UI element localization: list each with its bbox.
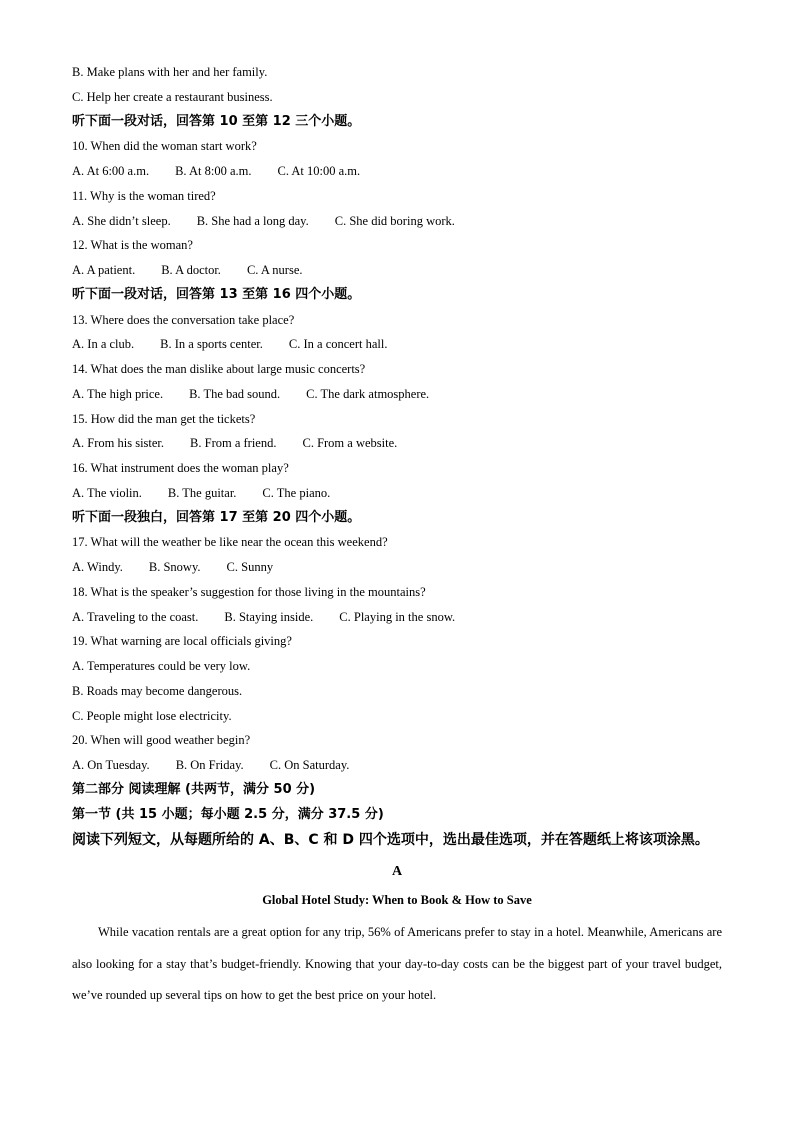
- passage-title: Global Hotel Study: When to Book & How to Save: [262, 893, 532, 908]
- answer-option: A. She didn’t sleep.: [72, 213, 171, 228]
- answer-option: C. At 10:00 a.m.: [277, 164, 361, 178]
- answer-options: [72, 159, 722, 184]
- answer-options: [72, 555, 722, 580]
- section-heading: 听下面一段对话，回答第 13 至第 16 四个小题。: [72, 286, 361, 302]
- question-line: 10. When did the woman start work?: [72, 139, 257, 154]
- section-heading: 第二部分 阅读理解 (共两节，满分 50 分): [72, 781, 316, 797]
- answer-options: [72, 332, 722, 357]
- answer-option: C. On Saturday.: [269, 758, 350, 772]
- answer-option: C. In a concert hall.: [288, 337, 388, 352]
- question-line: 13. Where does the conversation take place?: [72, 312, 295, 327]
- question-line: 19. What warning are local officials giving?: [72, 634, 292, 649]
- question-list: [72, 60, 722, 827]
- answer-option: A. From his sister.: [72, 436, 165, 451]
- answer-option: C. She did boring work.: [334, 213, 455, 228]
- answer-option: A. Windy.: [72, 560, 123, 574]
- question-line: B. Roads may become dangerous.: [72, 683, 243, 698]
- answer-options: [72, 753, 722, 778]
- answer-option: A. At 6:00 a.m.: [72, 164, 150, 178]
- section-heading: 听下面一段对话，回答第 10 至第 12 三个小题。: [72, 113, 361, 129]
- question-line: 12. What is the woman?: [72, 238, 193, 253]
- answer-options: [72, 605, 722, 630]
- answer-option: A. On Tuesday.: [72, 758, 150, 772]
- answer-option: B. Staying inside.: [224, 609, 314, 624]
- section-heading: 第一节 (共 15 小题；每小题 2.5 分，满分 37.5 分): [72, 806, 384, 822]
- section-heading: 听下面一段独白，回答第 17 至第 20 四个小题。: [72, 509, 361, 525]
- answer-option: A. The violin.: [72, 485, 142, 500]
- question-line: 15. How did the man get the tickets?: [72, 411, 256, 426]
- answer-option: B. A doctor.: [161, 263, 221, 277]
- answer-option: C. The piano.: [262, 485, 331, 500]
- answer-options: [72, 209, 722, 234]
- answer-options: [72, 481, 722, 506]
- question-line: 14. What does the man dislike about large music concerts?: [72, 362, 366, 376]
- reading-instruction: 阅读下列短文，从每题所给的 A、B、C 和 D 四个选项中，选出最佳选项，并在答题纸上将该项涂黑。: [72, 832, 709, 849]
- passage-section-letter: A: [391, 864, 403, 880]
- answer-option: B. The guitar.: [167, 485, 237, 500]
- question-line: 11. Why is the woman tired?: [72, 188, 216, 203]
- answer-option: A. In a club.: [72, 337, 135, 352]
- answer-option: C. Playing in the snow.: [339, 609, 456, 624]
- answer-option: A. Traveling to the coast.: [72, 609, 199, 624]
- question-line: 16. What instrument does the woman play?: [72, 461, 289, 475]
- question-line: C. People might lose electricity.: [72, 708, 232, 723]
- answer-options: [72, 382, 722, 407]
- answer-option: B. On Friday.: [175, 758, 244, 772]
- answer-option: B. From a friend.: [190, 436, 277, 451]
- answer-options: [72, 431, 722, 456]
- answer-options: [72, 258, 722, 283]
- answer-option: C. Sunny: [226, 560, 274, 574]
- answer-option: B. Snowy.: [148, 560, 201, 574]
- answer-option: A. The high price.: [72, 386, 164, 401]
- answer-option: C. A nurse.: [246, 263, 303, 277]
- question-line: A. Temperatures could be very low.: [72, 659, 251, 673]
- answer-option: C. From a website.: [302, 436, 398, 451]
- answer-option: B. The bad sound.: [189, 386, 281, 401]
- question-line: 20. When will good weather begin?: [72, 733, 251, 748]
- answer-option: B. In a sports center.: [160, 337, 263, 352]
- passage-paragraph: While vacation rentals are a great option for any trip, 56% of Americans prefer to stay in a hotel. Meanwhile, Americans are also looking for a stay that’s budget-friendly. Knowing that your day-to-day costs can be the biggest part of your travel budget, we’ve rounded up several tips on how to get the best price on your hotel.: [72, 925, 722, 1003]
- answer-option: B. At 8:00 a.m.: [175, 164, 252, 178]
- question-line: 18. What is the speaker’s suggestion for those living in the mountains?: [72, 584, 426, 599]
- answer-option: A. A patient.: [72, 263, 136, 277]
- exam-page: [72, 60, 722, 1012]
- question-line: 17. What will the weather be like near the ocean this weekend?: [72, 535, 388, 550]
- question-line: C. Help her create a restaurant business.: [72, 89, 273, 104]
- answer-option: C. The dark atmosphere.: [306, 386, 430, 401]
- answer-option: B. She had a long day.: [196, 213, 309, 228]
- question-line: B. Make plans with her and her family.: [72, 65, 268, 79]
